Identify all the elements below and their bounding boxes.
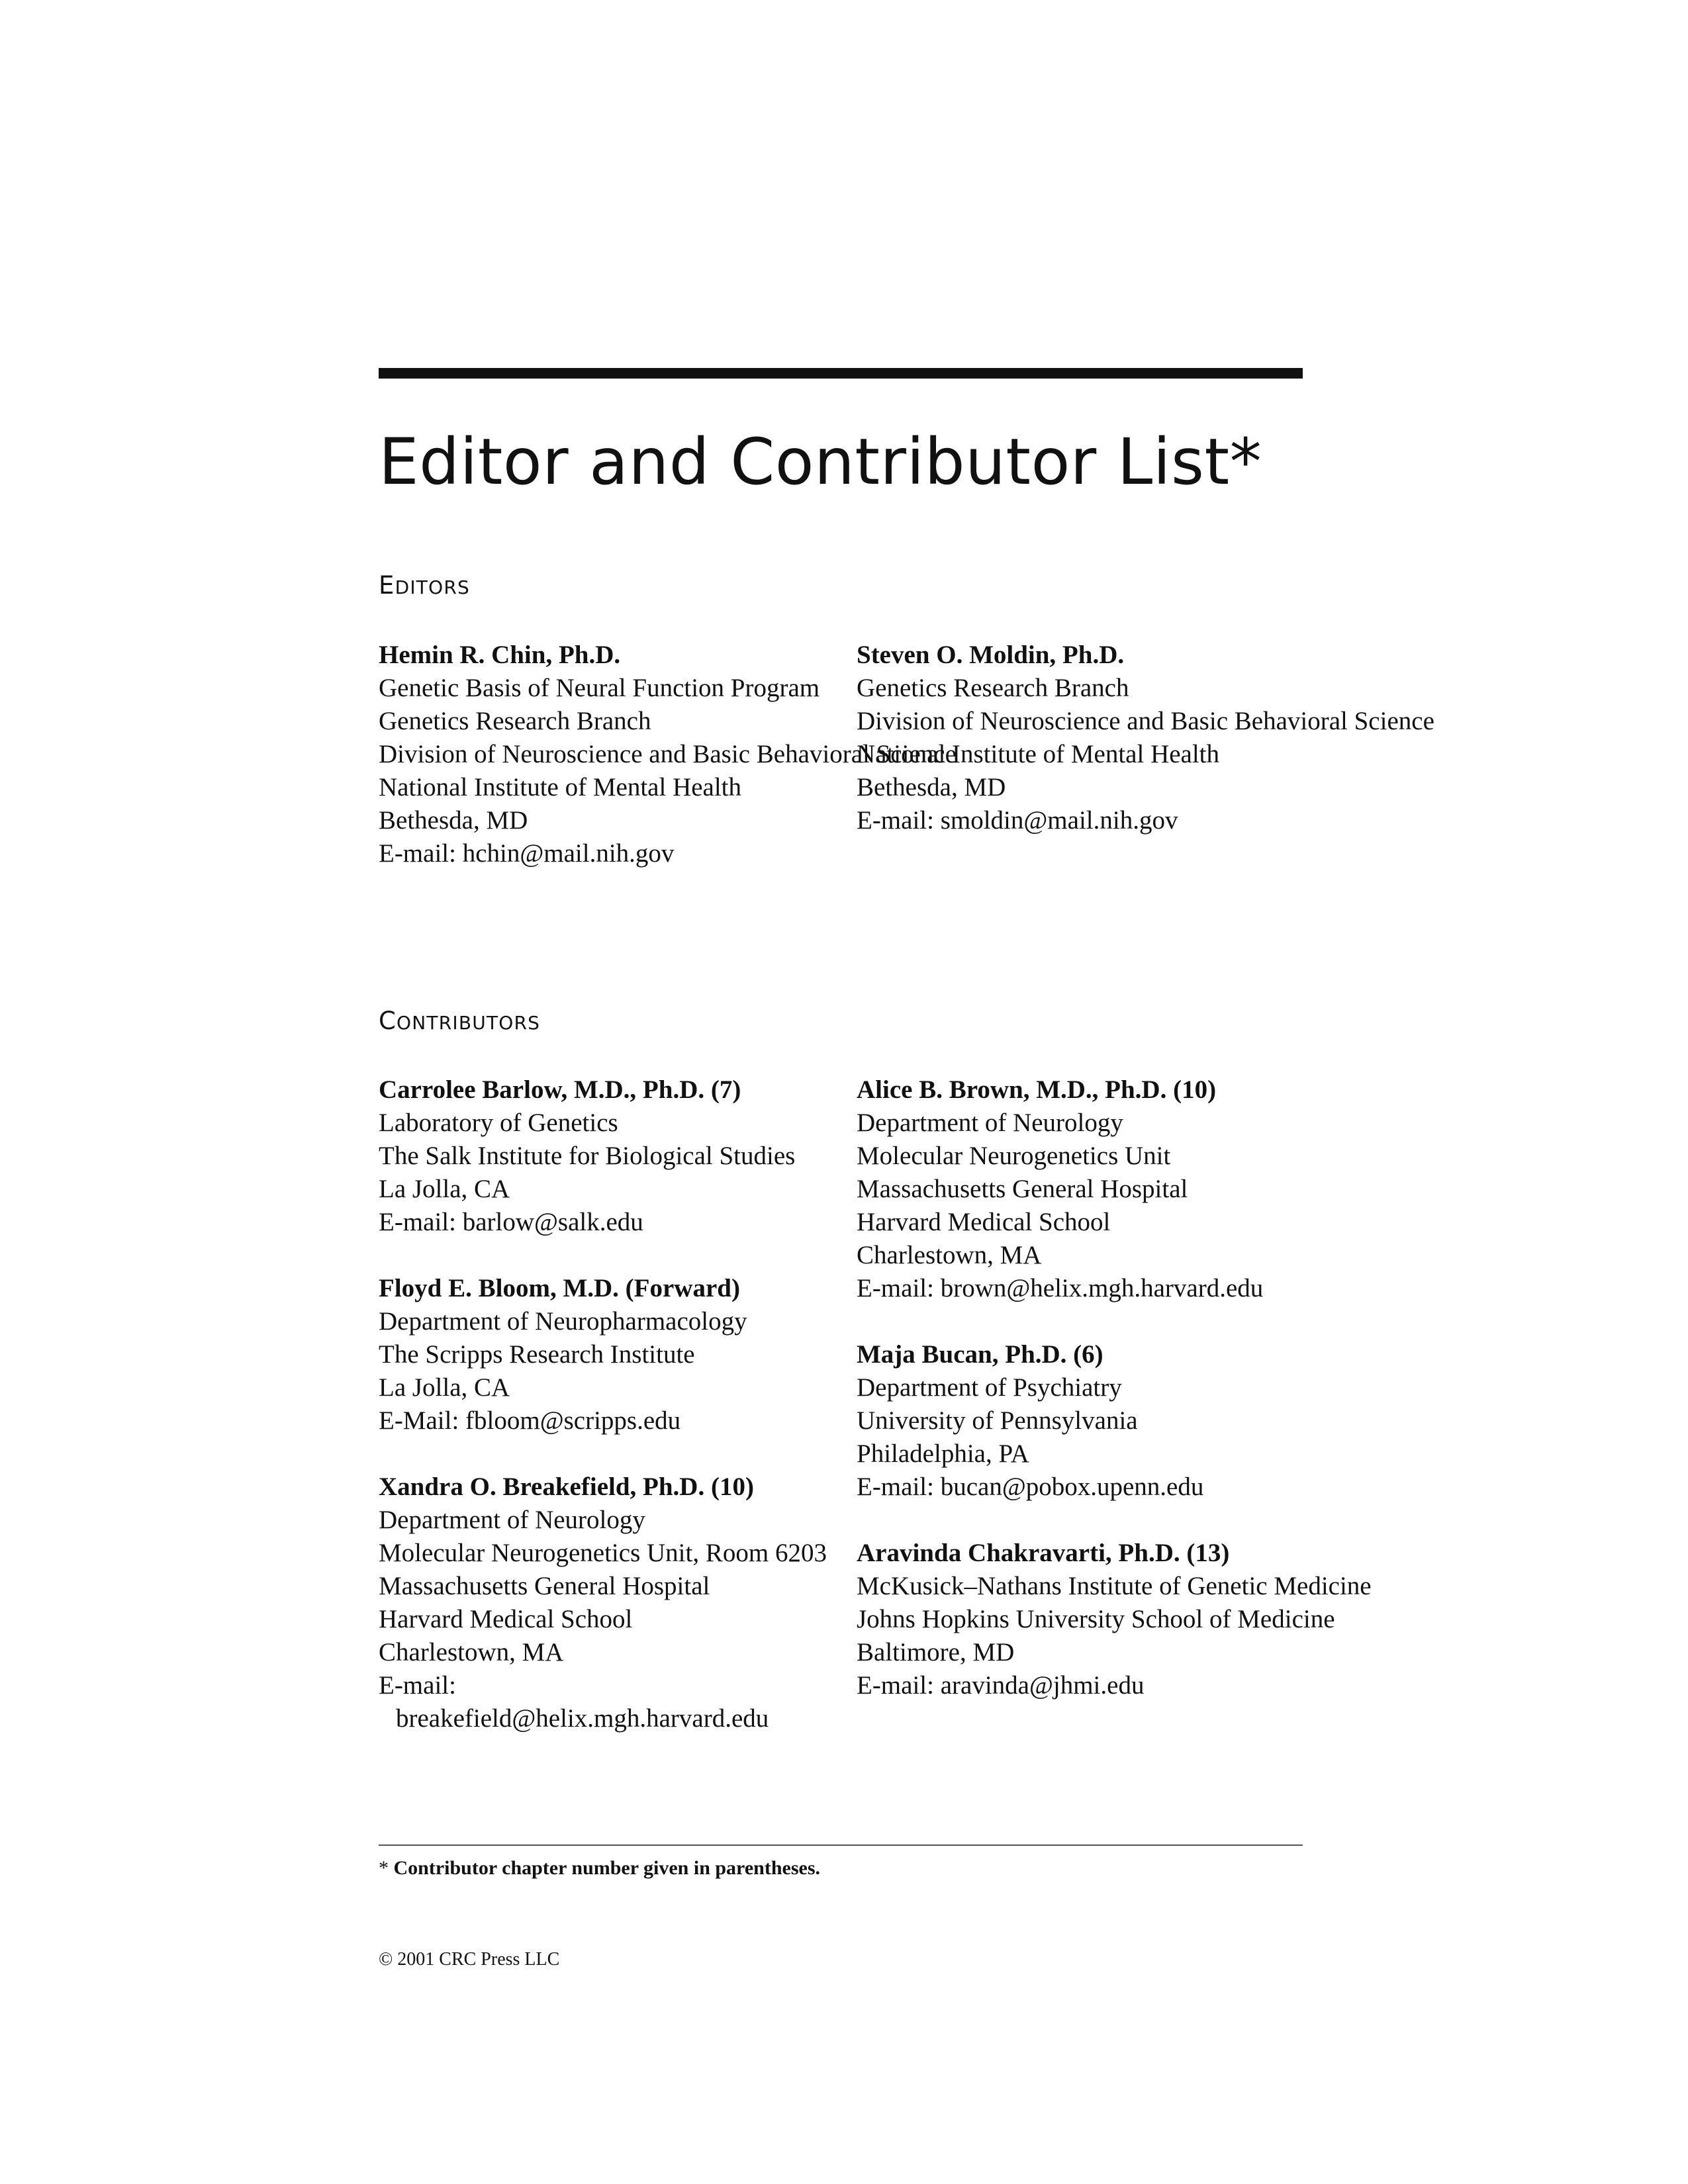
footnote <box>379 1855 820 1882</box>
contributor-entry <box>857 1338 1320 1504</box>
contributor-entry <box>857 1073 1320 1305</box>
contributor-entry <box>379 1272 842 1437</box>
editor-entry <box>857 639 1434 837</box>
affiliation-line: McKusick–Nathans Institute of Genetic Medicine <box>857 1572 1372 1600</box>
contributors-heading <box>379 1009 540 1033</box>
contributor-name: Floyd E. Bloom, M.D. (Forward) <box>379 1274 740 1302</box>
editor-entry <box>379 639 957 870</box>
location-line: La Jolla, CA <box>379 1175 510 1203</box>
contributor-name: Xandra O. Breakefield, Ph.D. (10) <box>379 1473 754 1501</box>
contributor-name: Maja Bucan, Ph.D. (6) <box>857 1340 1103 1369</box>
affiliation-line: Johns Hopkins University School of Medicine <box>857 1605 1335 1633</box>
affiliation-line: Department of Neuropharmacology <box>379 1307 747 1336</box>
editors-heading-initial: E <box>379 571 395 600</box>
affiliation-line: National Institute of Mental Health <box>857 740 1220 768</box>
page-title: Editor and Contributor List* <box>379 425 1262 499</box>
email-line: E-mail: aravinda@jhmi.edu <box>857 1671 1145 1700</box>
editors-heading <box>379 573 470 598</box>
affiliation-line: Molecular Neurogenetics Unit, Room 6203 <box>379 1539 827 1567</box>
location-line: Baltimore, MD <box>857 1638 1015 1666</box>
affiliation-line: The Scripps Research Institute <box>379 1340 695 1369</box>
footnote-rule <box>379 1844 1303 1846</box>
contributor-entry <box>379 1073 842 1239</box>
contributors-right-column <box>857 1073 1372 1702</box>
contributor-entry <box>857 1537 1372 1702</box>
location-line: Bethesda, MD <box>857 773 1006 801</box>
copyright: © 2001 CRC Press LLC <box>379 1949 560 1970</box>
contributor-name: Alice B. Brown, M.D., Ph.D. (10) <box>857 1075 1217 1104</box>
affiliation-line: Harvard Medical School <box>857 1208 1111 1236</box>
contributor-entry <box>379 1471 842 1735</box>
email-line: E-mail: breakefield@helix.mgh.harvard.edu <box>379 1671 769 1733</box>
location-line: Charlestown, MA <box>857 1241 1042 1269</box>
affiliation-line: Massachusetts General Hospital <box>379 1572 710 1600</box>
affiliation-line: Genetics Research Branch <box>379 707 651 735</box>
contributors-left-column <box>379 1073 842 1735</box>
location-line: La Jolla, CA <box>379 1373 510 1402</box>
email-line: E-Mail: fbloom@scripps.edu <box>379 1406 681 1435</box>
affiliation-line: Division of Neuroscience and Basic Behavioral Science <box>379 740 957 768</box>
contributor-name: Carrolee Barlow, M.D., Ph.D. (7) <box>379 1075 741 1104</box>
affiliation-line: Department of Neurology <box>379 1506 645 1534</box>
location-line: Philadelphia, PA <box>857 1439 1029 1468</box>
affiliation-line: National Institute of Mental Health <box>379 773 742 801</box>
affiliation-line: Department of Psychiatry <box>857 1373 1122 1402</box>
editors-heading-rest: DITORS <box>395 576 470 598</box>
affiliation-line: Genetic Basis of Neural Function Program <box>379 674 820 702</box>
contributors-heading-rest: ONTRIBUTORS <box>397 1012 541 1034</box>
affiliation-line: Division of Neuroscience and Basic Behavioral Science <box>857 707 1434 735</box>
affiliation-line: Department of Neurology <box>857 1109 1123 1137</box>
affiliation-line: University of Pennsylvania <box>857 1406 1138 1435</box>
email-line: E-mail: barlow@salk.edu <box>379 1208 643 1236</box>
affiliation-line: Harvard Medical School <box>379 1605 633 1633</box>
affiliation-line: Molecular Neurogenetics Unit <box>857 1142 1171 1170</box>
email-line: E-mail: bucan@pobox.upenn.edu <box>857 1473 1204 1501</box>
editor-name: Hemin R. Chin, Ph.D. <box>379 641 621 669</box>
editors-left-column <box>379 639 957 870</box>
editor-name: Steven O. Moldin, Ph.D. <box>857 641 1125 669</box>
title-rule <box>379 368 1303 379</box>
footnote-text: Contributor chapter number given in parentheses. <box>393 1857 820 1879</box>
affiliation-line: Massachusetts General Hospital <box>857 1175 1188 1203</box>
editors-right-column <box>857 639 1434 837</box>
location-line: Charlestown, MA <box>379 1638 564 1666</box>
affiliation-line: Genetics Research Branch <box>857 674 1129 702</box>
email-line: E-mail: smoldin@mail.nih.gov <box>857 806 1178 835</box>
email-line: E-mail: hchin@mail.nih.gov <box>379 839 675 868</box>
location-line: Bethesda, MD <box>379 806 528 835</box>
contributors-heading-initial: C <box>379 1007 397 1035</box>
email-line: E-mail: brown@helix.mgh.harvard.edu <box>857 1274 1264 1302</box>
affiliation-line: The Salk Institute for Biological Studies <box>379 1142 796 1170</box>
footnote-marker: * <box>379 1857 389 1879</box>
affiliation-line: Laboratory of Genetics <box>379 1109 618 1137</box>
contributor-name: Aravinda Chakravarti, Ph.D. (13) <box>857 1539 1230 1567</box>
